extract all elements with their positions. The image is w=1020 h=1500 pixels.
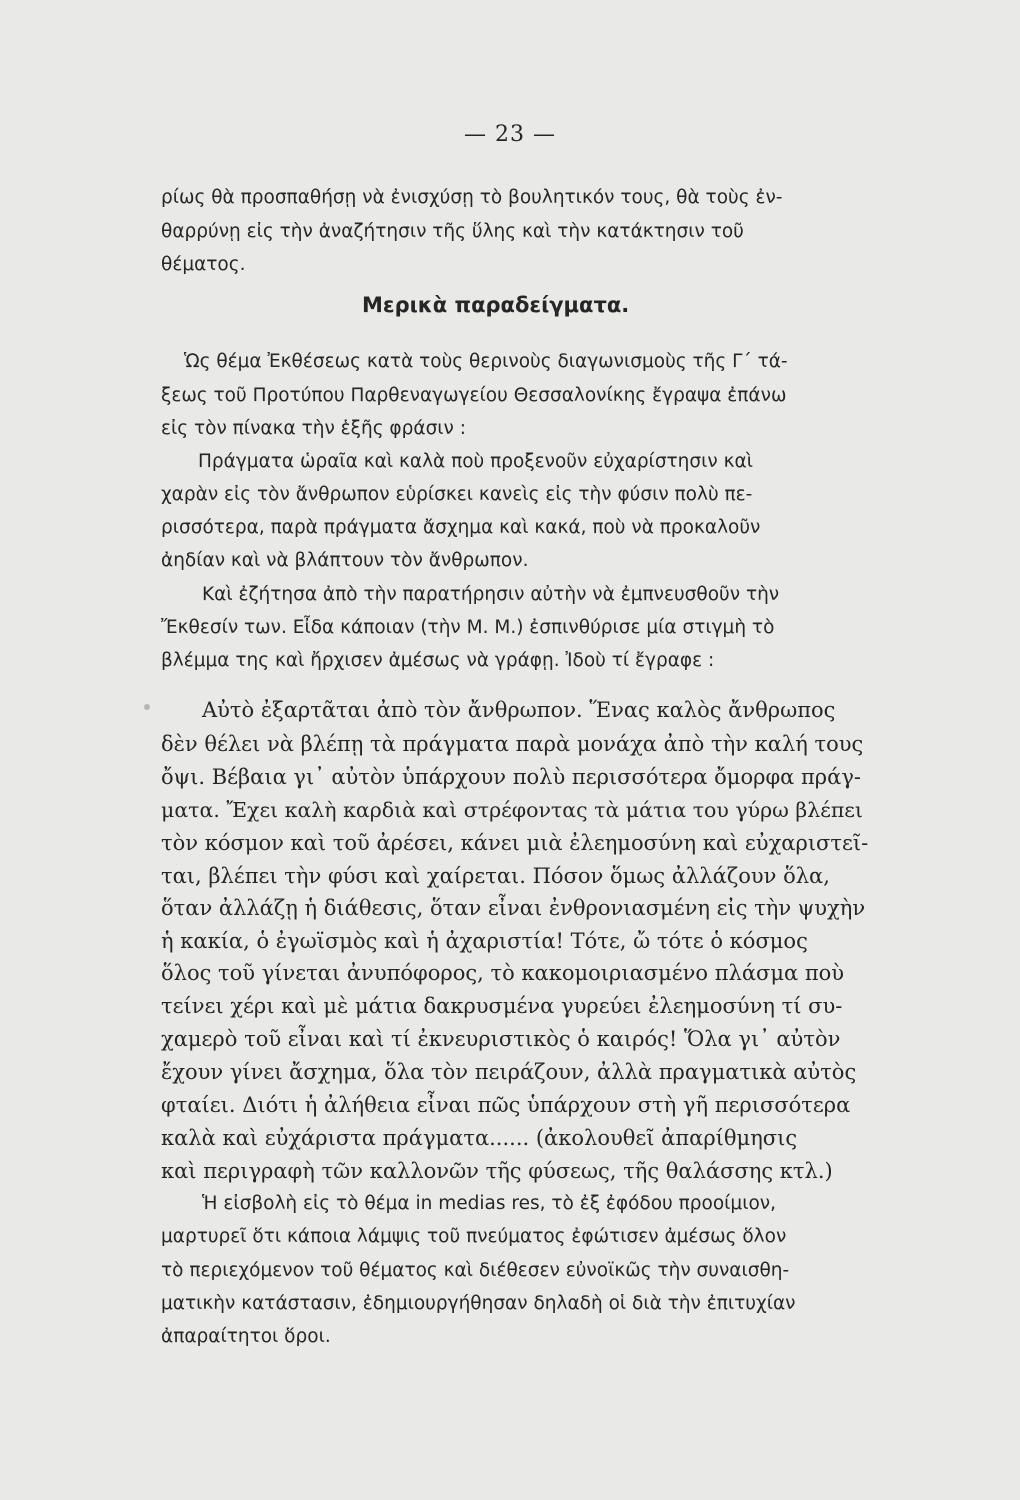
text-line: δὲν θέλει νὰ βλέπῃ τὰ πράγματα παρὰ μονάχα ἀπὸ τὴν καλή τους	[161, 732, 864, 756]
text-line: χαρὰν εἰς τὸν ἄνθρωπον εὑρίσκει κανεὶς εἰς τὴν φύσιν πολὺ πε-	[161, 484, 753, 505]
text-line: ὄψι. Βέβαια γι᾽ αὐτὸν ὑπάρχουν πολὺ περισσότερα ὄμορφα πράγ-	[161, 765, 861, 789]
margin-dot	[144, 704, 150, 710]
text-line: χαμερὸ τοῦ εἶναι καὶ τί ἐκνευριστικὸς ὁ καιρός! Ὅλα γι᾽ αὐτὸν	[161, 1027, 841, 1051]
text-line: ἀπαραίτητοι ὅροι.	[161, 1326, 331, 1347]
text-line: Ἔκθεσίν των. Εἶδα κάποιαν (τὴν Μ. Μ.) ἐσπινθύρισε μία στιγμὴ τὸ	[161, 617, 775, 638]
text-line: τείνει χέρι καὶ μὲ μάτια δακρυσμένα γυρεύει ἐλεημοσύνη τί συ-	[161, 994, 843, 1018]
text-line: φταίει. Διότι ἡ ἀλήθεια εἶναι πῶς ὑπάρχουν στὴ γῆ περισσότερα	[161, 1093, 851, 1117]
text-line: τὸν κόσμον καὶ τοῦ ἀρέσει, κάνει μιὰ ἐλεημοσύνη καὶ εὐχαριστεῖ-	[161, 831, 869, 855]
text-line: εἰς τὸν πίνακα τὴν ἑξῆς φράσιν :	[161, 418, 467, 439]
text-line: Ἡ εἰσβολὴ εἰς τὸ θέμα in medias res, τὸ ἐξ ἐφόδου προοίμιον,	[202, 1193, 776, 1214]
text-line: Αὐτὸ ἐξαρτᾶται ἀπὸ τὸν ἄνθρωπον. Ἕνας καλὸς ἄνθρωπος	[202, 698, 836, 722]
text-line: ματα. Ἔχει καλὴ καρδιὰ καὶ στρέφοντας τὰ μάτια του γύρω βλέπει	[161, 798, 863, 822]
page-number: — 23 —	[464, 122, 556, 147]
text-line: θέματος.	[161, 254, 246, 275]
text-line: Ὡς θέμα Ἐκθέσεως κατὰ τοὺς θερινοὺς διαγωνισμοὺς τῆς Γ΄ τά-	[184, 351, 788, 372]
text-line: τὸ περιεχόμενον τοῦ θέματος καὶ διέθεσεν εὐνοϊκῶς τὴν συναισθη-	[161, 1260, 790, 1281]
text-line: καλὰ καὶ εὐχάριστα πράγματα...... (ἀκολουθεῖ ἀπαρίθμησις	[161, 1126, 798, 1150]
text-line: ἔχουν γίνει ἄσχημα, ὅλα τὸν πειράζουν, ἀλλὰ πραγματικὰ αὐτὸς	[161, 1060, 857, 1084]
text-line: βλέμμα της καὶ ἤρχισεν ἀμέσως νὰ γράφῃ. Ἰδοὺ τί ἔγραφε :	[161, 650, 715, 671]
text-line: ὅλος τοῦ γίνεται ἀνυπόφορος, τὸ κακομοιριασμένο πλάσμα ποὺ	[161, 961, 845, 985]
text-line: ρισσότερα, παρὰ πράγματα ἄσχημα καὶ κακά, ποὺ νὰ προκαλοῦν	[161, 517, 761, 538]
text-line: ται, βλέπει τὴν φύσι καὶ χαίρεται. Πόσον ὅμως ἀλλάζουν ὅλα,	[161, 864, 830, 888]
text-line: ἀηδίαν καὶ νὰ βλάπτουν τὸν ἄνθρωπον.	[161, 550, 529, 571]
text-line: θαρρύνῃ εἰς τὴν ἀναζήτησιν τῆς ὕλης καὶ τὴν κατάκτησιν τοῦ	[161, 221, 744, 242]
text-line: Καὶ ἐζήτησα ἀπὸ τὴν παρατήρησιν αὐτὴν νὰ ἐμπνευσθοῦν τὴν	[202, 584, 780, 605]
text-line: ὅταν ἀλλάζῃ ἡ διάθεσις, ὅταν εἶναι ἐνθρονιασμένη εἰς τὴν ψυχὴν	[161, 896, 866, 920]
text-line: ματικὴν κατάστασιν, ἐδημιουργήθησαν δηλαδὴ οἱ διὰ τὴν ἐπιτυχίαν	[161, 1293, 796, 1314]
text-line: ρίως θὰ προσπαθήσῃ νὰ ἐνισχύσῃ τὸ βουλητικόν τους, θὰ τοὺς ἐν-	[161, 187, 783, 208]
section-heading: Μερικὰ παραδείγματα.	[362, 293, 630, 317]
text-line: Πράγματα ὡραῖα καὶ καλὰ ποὺ προξενοῦν εὐχαρίστησιν καὶ	[198, 451, 753, 472]
text-line: καὶ περιγραφὴ τῶν καλλονῶν τῆς φύσεως, τῆς θαλάσσης κτλ.)	[161, 1159, 833, 1183]
text-line: ξεως τοῦ Προτύπου Παρθεναγωγείου Θεσσαλονίκης ἔγραψα ἐπάνω	[161, 385, 787, 406]
text-line: ἡ κακία, ὁ ἐγωϊσμὸς καὶ ἡ ἀχαριστία! Τότε, ὤ τότε ὁ κόσμος	[161, 929, 808, 953]
text-line: μαρτυρεῖ ὅτι κάποια λάμψις τοῦ πνεύματος ἐφώτισεν ἀμέσως ὅλον	[161, 1226, 787, 1247]
